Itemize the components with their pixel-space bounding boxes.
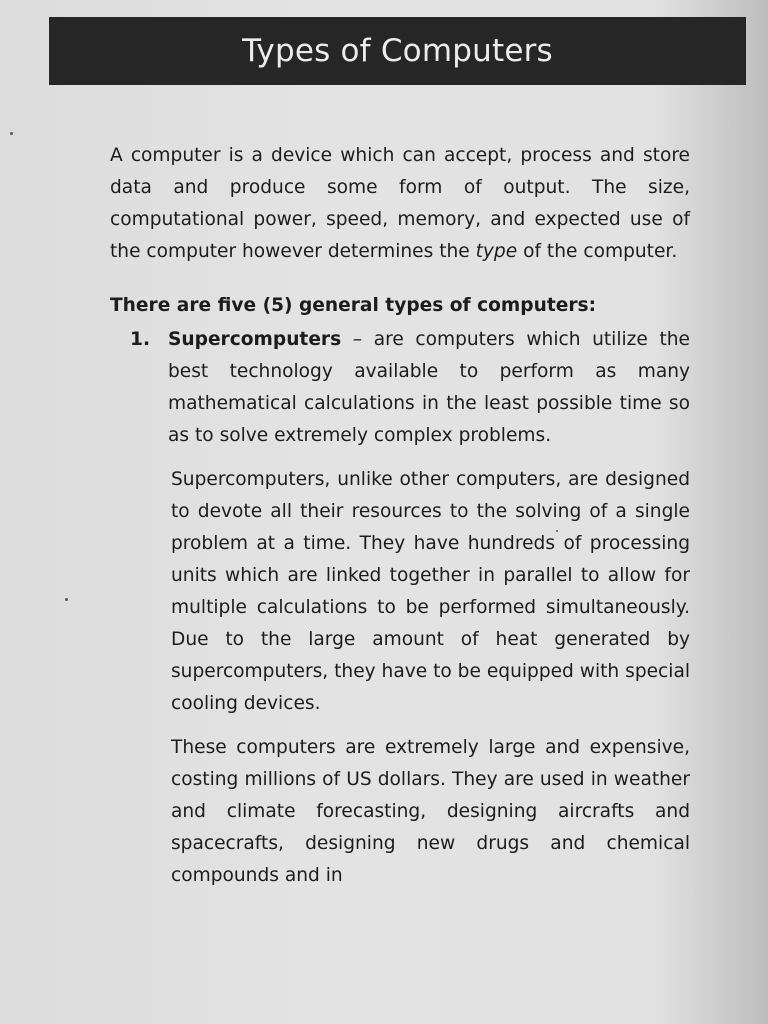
document-body (110, 140, 690, 892)
title-banner (49, 17, 746, 85)
list-item-number: 1. (130, 329, 151, 350)
list-item-body (168, 324, 690, 452)
intro-paragraph (110, 140, 690, 268)
body-paragraph: These computers are extremely large and expensive, costing millions of US dollars. They are used in weather and climate forecasting, designing aircrafts and spacecrafts, designing new drugs and chemical compounds and in (171, 737, 690, 886)
list-heading: There are five (5) general types of computers: (110, 295, 597, 316)
list-item-term: Supercomputers (168, 329, 342, 350)
body-paragraph: Supercomputers, unlike other computers, are designed to devote all their resources to the solving of a single problem at a time. They have hundreds of processing units which are linked together in parallel to allow for multiple calculations to be performed simultaneously. Due to the large amount of heat generated by supercomputers, they have to be equipped with special cooling devices. (171, 469, 691, 714)
intro-text-end: of the computer. (517, 241, 678, 262)
list-item-definition: – are computers which utilize the best technology available to perform as many mathematical calculations in the least possible time so as to solve extremely complex problems. (168, 329, 690, 446)
intro-text-start: A computer is a device which can accept, process and store data and produce some form of output. The size, computational power, speed, memory, and expected use of the computer however determines the (110, 145, 690, 262)
paper-speck (65, 598, 68, 601)
paper-speck (10, 132, 13, 135)
page-title: Types of Computers (242, 33, 553, 69)
intro-emphasis: type (475, 241, 518, 262)
list-item (110, 324, 690, 452)
paper-speck (556, 530, 558, 532)
